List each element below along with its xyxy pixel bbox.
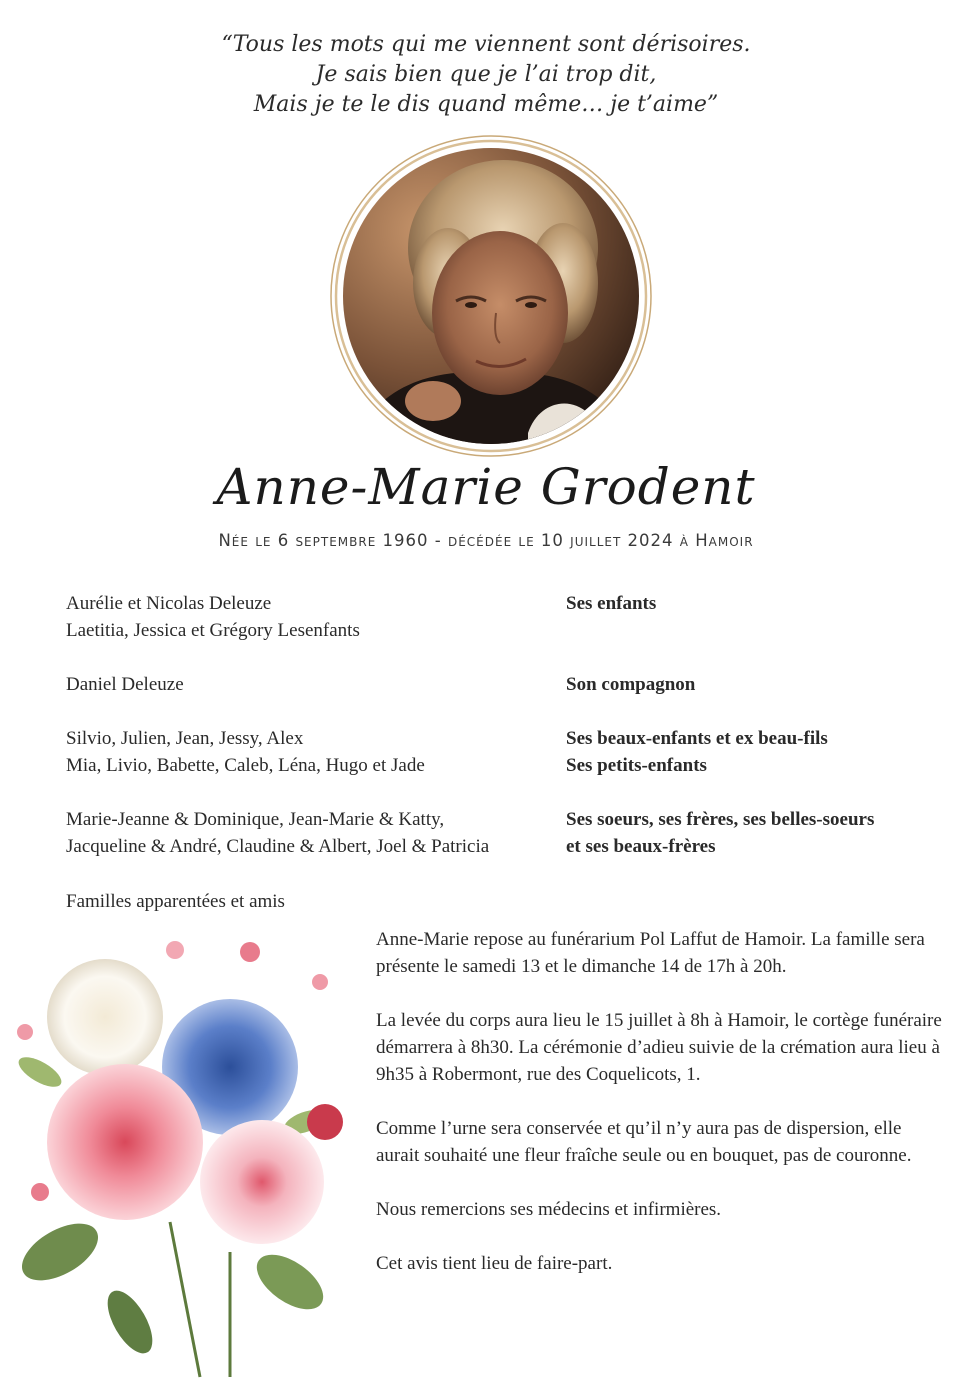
flower-bouquet-image xyxy=(0,922,356,1379)
quote-line-3: Mais je te le dis quand même… je t’aime” xyxy=(253,92,719,117)
family-group xyxy=(66,806,946,860)
family-relation: Ses petits-enfants xyxy=(566,755,707,776)
notice-paragraph: Anne-Marie repose au funérarium Pol Laffut de Hamoir. La famille sera présente le samedi 13 et le dimanche 14 de 17h à 20h. xyxy=(376,929,925,977)
relatives-and-friends: Familles apparentées et amis xyxy=(66,891,285,912)
family-names: Daniel Deleuze xyxy=(66,674,184,695)
deceased-name: Anne-Marie Grodent xyxy=(216,458,756,516)
family-relation: Ses beaux-enfants et ex beau-fils xyxy=(566,728,828,749)
quote-line-2: Je sais bien que je l’ai trop dit, xyxy=(315,62,657,87)
family-relation: et ses beaux-frères xyxy=(566,836,716,857)
family-names: Aurélie et Nicolas Deleuze xyxy=(66,593,272,614)
family-relation: Ses soeurs, ses frères, ses belles-soeurs xyxy=(566,809,875,830)
portrait-photo xyxy=(328,133,654,459)
funeral-notice xyxy=(376,926,946,1304)
epitaph-quote xyxy=(0,30,972,120)
family-group xyxy=(66,725,946,779)
family-names: Mia, Livio, Babette, Caleb, Léna, Hugo et Jade xyxy=(66,755,425,776)
family-relation: Son compagnon xyxy=(566,674,696,695)
family-list xyxy=(66,590,946,887)
notice-paragraph: Comme l’urne sera conservée et qu’il n’y aura pas de dispersion, elle aurait souhaité une fleur fraîche seule ou en bouquet, pas de couronne. xyxy=(376,1118,912,1166)
family-relation: Ses enfants xyxy=(566,593,657,614)
family-names: Laetitia, Jessica et Grégory Lesenfants xyxy=(66,620,360,641)
family-names: Jacqueline & André, Claudine & Albert, Joel & Patricia xyxy=(66,836,490,857)
birth-death-dates: Née le 6 septembre 1960 - décédée le 10 juillet 2024 à Hamoir xyxy=(218,531,754,550)
notice-paragraph: Cet avis tient lieu de faire-part. xyxy=(376,1253,613,1274)
quote-line-1: “Tous les mots qui me viennent sont dérisoires. xyxy=(221,32,751,57)
notice-paragraph: La levée du corps aura lieu le 15 juillet à 8h à Hamoir, le cortège funéraire démarrera à 8h30. La cérémonie d’adieu suivie de la crémation aura lieu à 9h35 à Robermont, rue des Coquelicots, 1. xyxy=(376,1010,942,1085)
notice-paragraph: Nous remercions ses médecins et infirmières. xyxy=(376,1199,722,1220)
family-group xyxy=(66,590,946,644)
family-group xyxy=(66,671,946,698)
family-names: Marie-Jeanne & Dominique, Jean-Marie & Katty, xyxy=(66,809,445,830)
family-names: Silvio, Julien, Jean, Jessy, Alex xyxy=(66,728,304,749)
